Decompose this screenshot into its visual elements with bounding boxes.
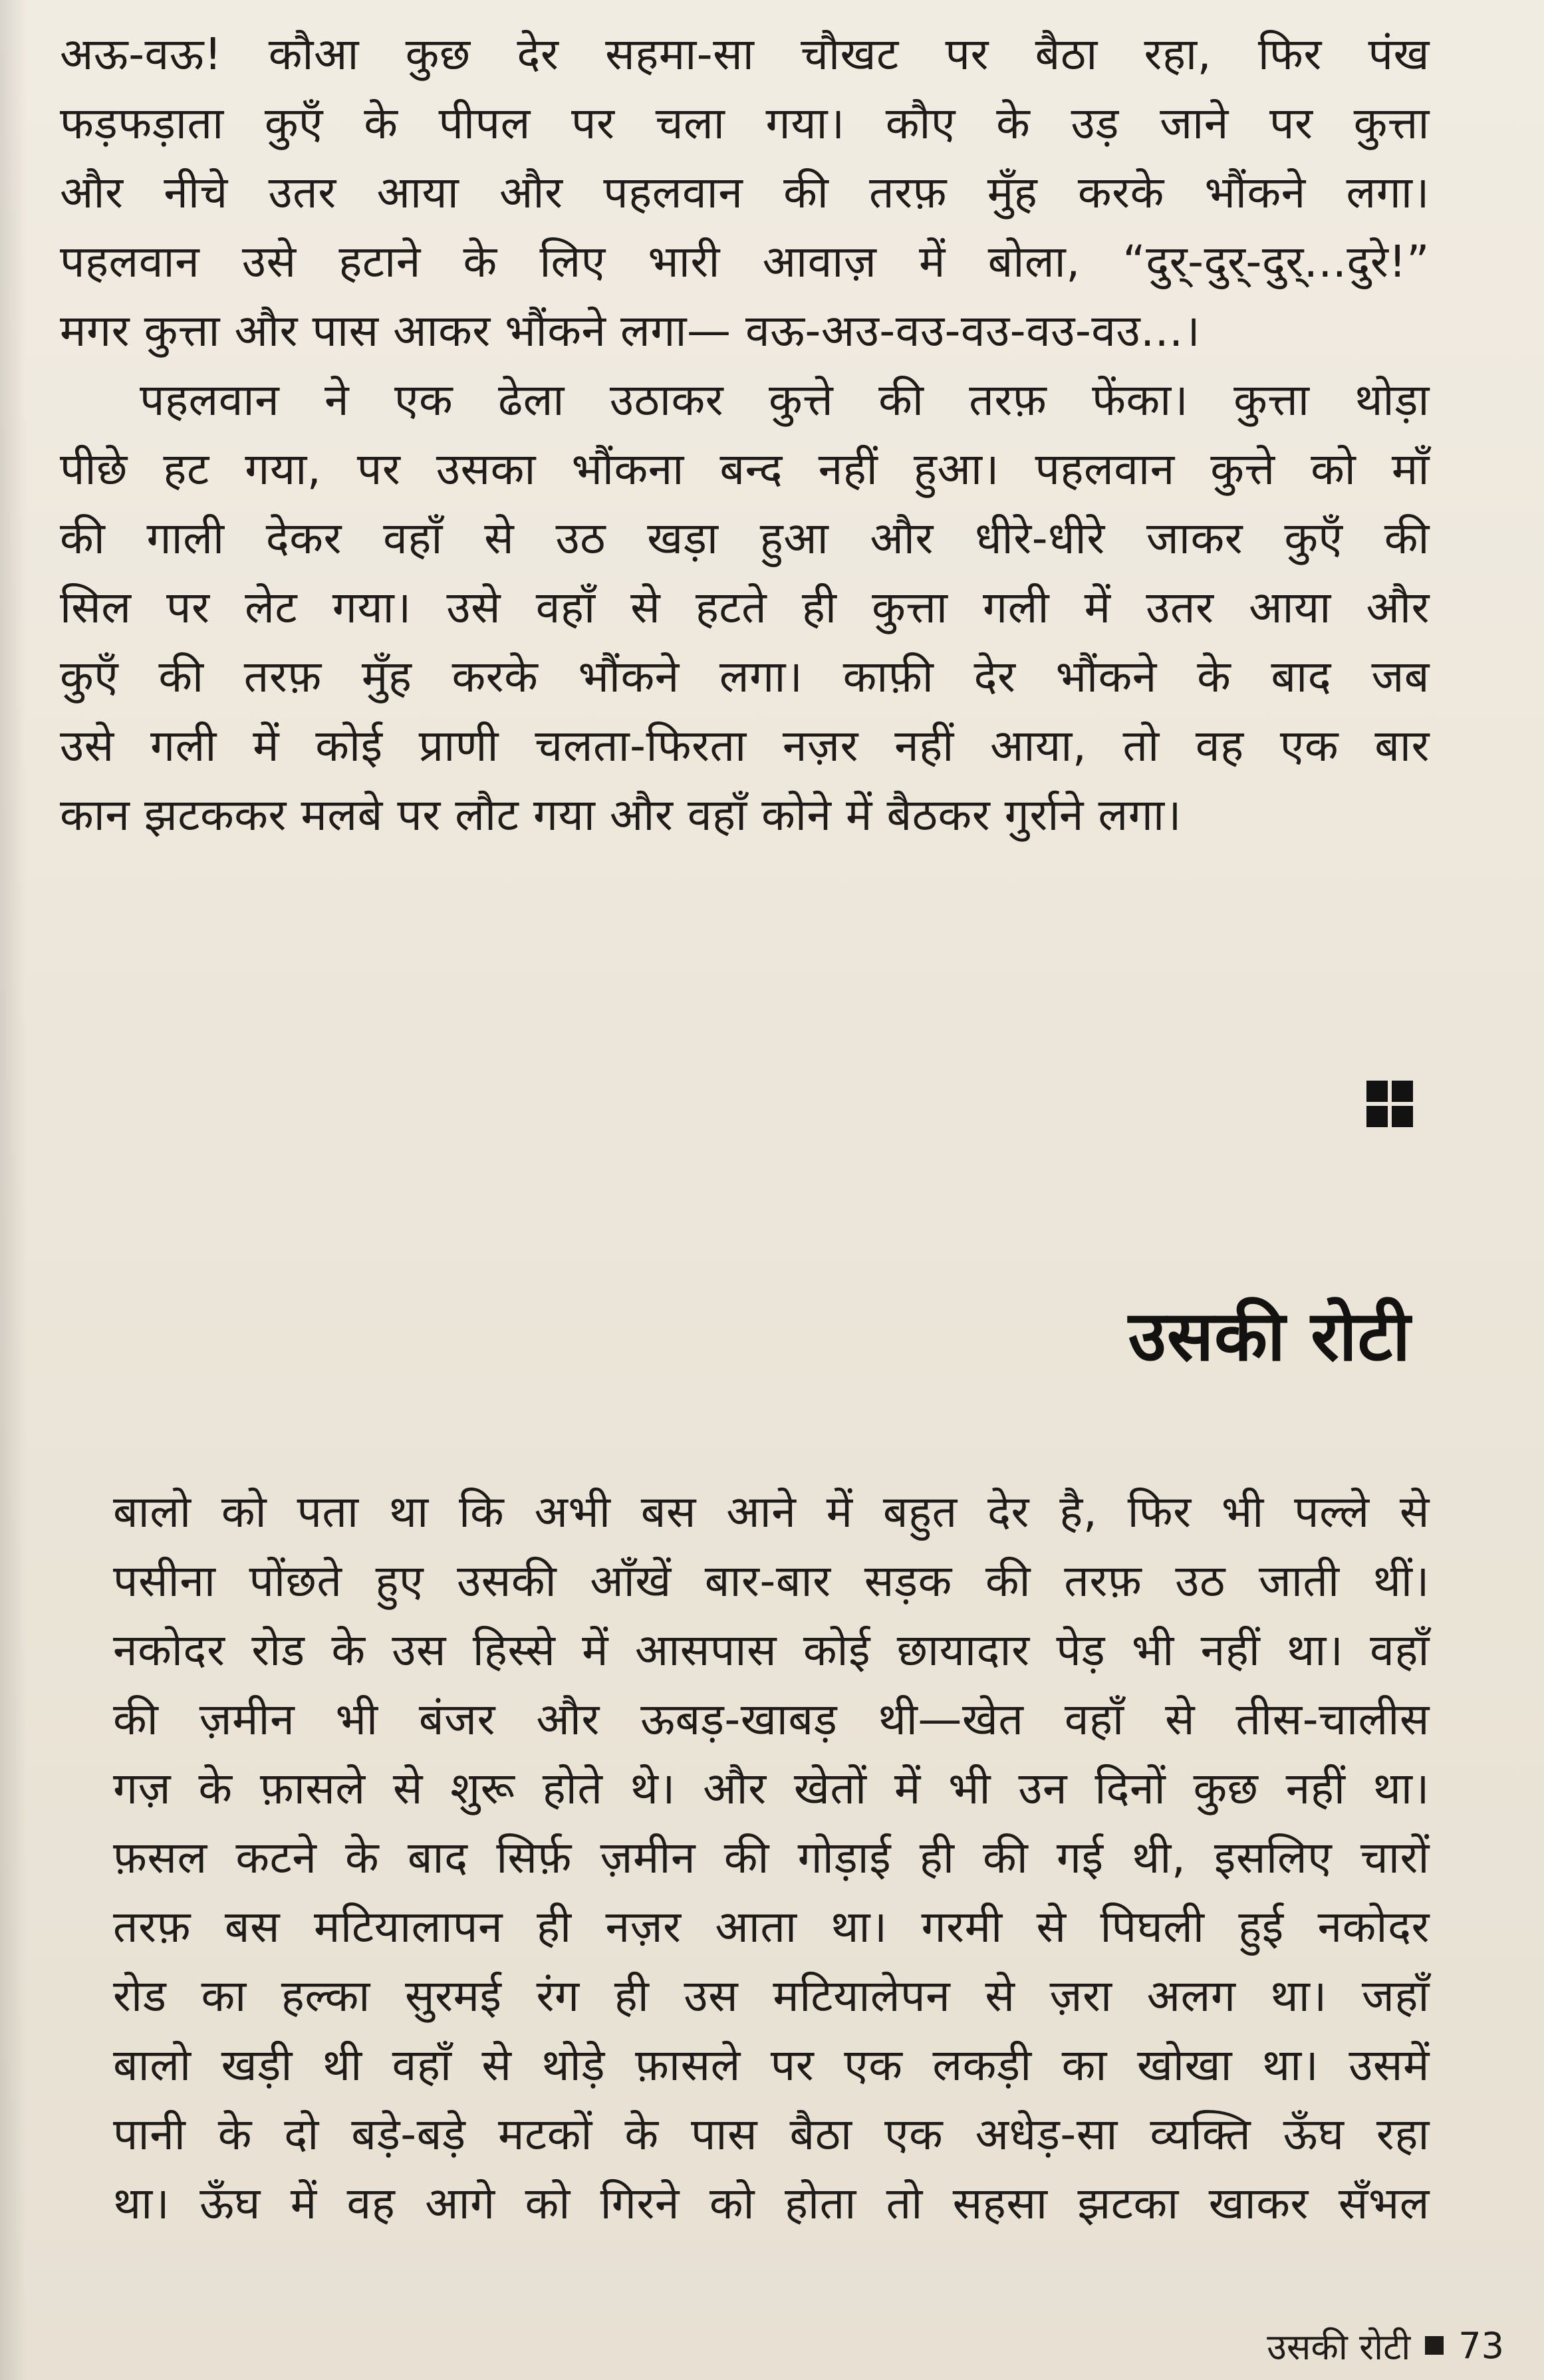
text-line: अऊ-वऊ! कौआ कुछ देर सहमा-सा चौखट पर बैठा रहा, फिर पंख — [60, 29, 1430, 80]
text-line: कुएँ की तरफ़ मुँह करके भौंकने लगा। काफ़ी देर भौंकने के बाद जब — [60, 651, 1430, 702]
text-line: नकोदर रोड के उस हिस्से में आसपास कोई छायादार पेड़ भी नहीं था। वहाँ — [113, 1625, 1430, 1676]
text-line: की गाली देकर वहाँ से उठ खड़ा हुआ और धीरे-धीरे जाकर कुएँ की — [60, 513, 1430, 564]
text-line: पसीना पोंछते हुए उसकी आँखें बार-बार सड़क की तरफ़ उठ जाती थीं। — [113, 1555, 1430, 1607]
text-line: और नीचे उतर आया और पहलवान की तरफ़ मुँह करके भौंकने लगा। — [60, 167, 1430, 218]
footer-square-icon — [1425, 2336, 1444, 2355]
text-line: बालो खड़ी थी वहाँ से थोड़े फ़ासले पर एक लकड़ी का खोखा था। उसमें — [113, 2040, 1430, 2091]
text-line: फड़फड़ाता कुएँ के पीपल पर चला गया। कौए के उड़ जाने पर कुत्ता — [60, 98, 1430, 149]
text-line: फ़सल कटने के बाद सिर्फ़ ज़मीन की गोड़ाई ही की गई थी, इसलिए चारों — [113, 1832, 1430, 1883]
text-line: की ज़मीन भी बंजर और ऊबड़-खाबड़ थी—खेत वहाँ से तीस-चालीस — [113, 1694, 1430, 1745]
chapter-body-text — [113, 1478, 1430, 2238]
text-line: सिल पर लेट गया। उसे वहाँ से हटते ही कुत्ता गली में उतर आया और — [60, 582, 1430, 633]
running-title: उसकी रोटी — [1267, 2326, 1411, 2368]
page-footer — [1267, 2321, 1504, 2370]
text-line: था। ऊँघ में वह आगे को गिरने को होता तो सहसा झटका खाकर सँभल — [113, 2178, 1430, 2229]
story-end-mark-icon — [1366, 1081, 1413, 1127]
page-number: 73 — [1458, 2324, 1504, 2367]
text-line: रोड का हल्का सुरमई रंग ही उस मटियालेपन से ज़रा अलग था। जहाँ — [113, 1970, 1430, 2022]
text-line: पानी के दो बड़े-बड़े मटकों के पास बैठा एक अधेड़-सा व्यक्ति ऊँघ रहा — [113, 2109, 1430, 2160]
text-line: गज़ के फ़ासले से शुरू होते थे। और खेतों में भी उन दिनों कुछ नहीं था। — [113, 1763, 1430, 1814]
story-ending-text — [60, 20, 1430, 850]
text-line: बालो को पता था कि अभी बस आने में बहुत देर है, फिर भी पल्ले से — [113, 1486, 1430, 1537]
paragraph-first-line: पहलवान ने एक ढेला उठाकर कुत्ते की तरफ़ फेंका। कुत्ता थोड़ा — [140, 374, 1430, 426]
text-line: कान झटककर मलबे पर लौट गया और वहाँ कोने में बैठकर गुर्राने लगा। — [60, 789, 1182, 841]
text-line: तरफ़ बस मटियालापन ही नज़र आता था। गरमी से पिघली हुई नकोदर — [113, 1901, 1430, 1952]
chapter-title: उसकी रोटी — [1128, 1295, 1411, 1377]
text-line: पीछे हट गया, पर उसका भौंकना बन्द नहीं हुआ। पहलवान कुत्ते को माँ — [60, 444, 1430, 495]
text-line: उसे गली में कोई प्राणी चलता-फिरता नज़र नहीं आया, तो वह एक बार — [60, 720, 1430, 771]
text-line: पहलवान उसे हटाने के लिए भारी आवाज़ में बोला, “दुर्-दुर्-दुर्...दुरे!” — [60, 236, 1430, 287]
text-line: मगर कुत्ता और पास आकर भौंकने लगा— वऊ-अउ-वउ-वउ-वउ-वउ...। — [60, 305, 1201, 356]
